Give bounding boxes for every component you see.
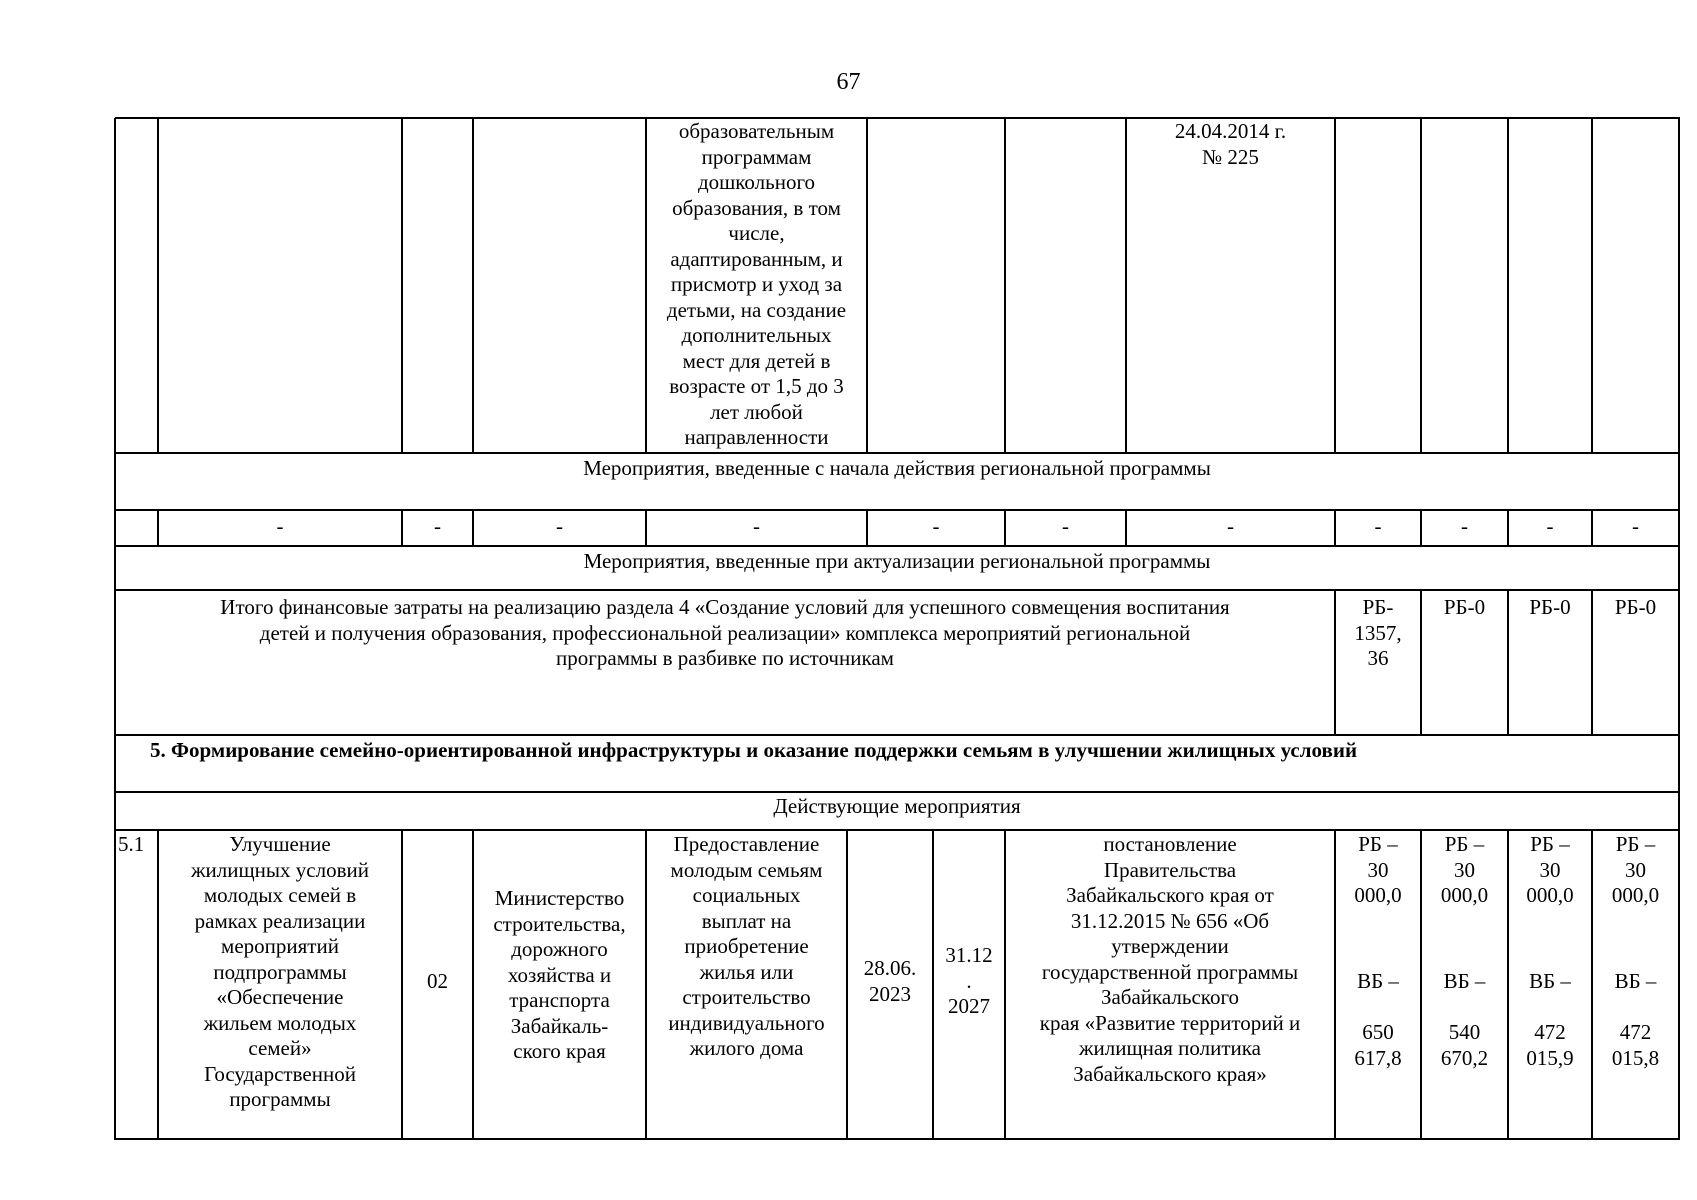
section-header-current: Действующие мероприятия: [773, 794, 1021, 818]
dash-cell: -: [753, 514, 760, 538]
row-funding-rb: РБ – 30 000,0: [1611, 832, 1660, 907]
table-rule: [115, 509, 1680, 511]
table-rule: [115, 452, 1680, 454]
row-number: 5.1: [118, 832, 145, 856]
dash-cell: -: [1062, 514, 1069, 538]
table-rule: [1420, 118, 1422, 453]
section-header-update: Мероприятия, введенные при актуализации региональной программы: [583, 549, 1211, 573]
row-funding-rb: РБ – 30 000,0: [1440, 832, 1489, 907]
table-rule: [1591, 118, 1593, 453]
row-funding-vb: ВБ – 650 617,8: [1354, 969, 1402, 1070]
dash-cell: -: [276, 514, 284, 538]
table-rule: [115, 1138, 1680, 1140]
dash-cell: -: [1374, 514, 1382, 538]
dash-cell: -: [1461, 514, 1468, 538]
row-start-date: 28.06. 2023: [863, 956, 917, 1006]
table-rule: [401, 118, 403, 453]
total-funding: РБ-0: [1529, 595, 1571, 619]
row-description: Предоставление молодым семьям социальных выплат на приобретение жилья или строительство индивидуального жилого дома: [668, 832, 825, 1060]
row-funding-vb: ВБ – 540 670,2: [1440, 969, 1489, 1070]
dash-cell: -: [556, 514, 563, 538]
table-rule: [115, 589, 1680, 591]
section-header-start: Мероприятия, введенные с начала действия региональной программы: [583, 456, 1211, 480]
dash-cell: -: [434, 514, 441, 538]
row-funding-vb: ВБ – 472 015,8: [1611, 969, 1660, 1070]
table-rule: [115, 545, 1680, 547]
table-rule: [115, 734, 1680, 736]
row-end-date: 31.12 . 2027: [945, 943, 993, 1018]
row-code: 02: [427, 969, 448, 993]
row-name: Улучшение жилищных условий молодых семей в рамках реализации мероприятий подпрограммы «Обеспечение жильем молодых семей» Государственной программы: [191, 832, 369, 1111]
carry-document: 24.04.2014 г. № 225: [1174, 119, 1287, 169]
row-executor: Министерство строительства, дорожного хозяйства и транспорта Забайкаль- ского края: [493, 886, 626, 1063]
total-funding: РБ-0: [1614, 595, 1657, 619]
dash-cell: -: [1227, 514, 1234, 538]
carry-description: образовательным программам дошкольного образования, в том числе, адаптированным, и присмотр и уход за детьми, на создание дополнительных мест для детей в возрасте от 1,5 до 3 лет любой направленности: [666, 119, 847, 449]
table-rule: [1004, 118, 1006, 453]
dash-cell: -: [1546, 514, 1554, 538]
table-rule: [115, 791, 1680, 793]
row-document: постановление Правительства Забайкальского края от 31.12.2015 № 656 «Об утверждении государственной программы Забайкальского края «Развитие территорий и жилищная политика Забайкальского края»: [1039, 832, 1301, 1086]
dash-cell: -: [932, 514, 940, 538]
table-rule: [115, 117, 1680, 119]
row-funding-vb: ВБ – 472 015,9: [1526, 969, 1574, 1070]
section5-title: 5. Формирование семейно-ориентированной инфраструктуры и оказание поддержки семьям в улучшении жилищных условий: [150, 738, 1358, 762]
row-funding-rb: РБ – 30 000,0: [1526, 832, 1574, 907]
table-rule: [1507, 118, 1509, 453]
table-rule: [157, 118, 159, 453]
table-rule: [472, 118, 474, 453]
row-funding-rb: РБ – 30 000,0: [1354, 832, 1402, 907]
dash-cell: -: [1632, 514, 1639, 538]
table-rule: [115, 829, 1680, 831]
total-label: Итого финансовые затраты на реализацию раздела 4 «Создание условий для успешного совмещения воспитания детей и получения образования, профессиональной реализации» комплекса мероприятий региональной программы в разбивке по источникам: [220, 595, 1230, 670]
page-number: 67: [836, 69, 861, 95]
total-funding: РБ- 1357, 36: [1354, 595, 1402, 670]
total-funding: РБ-0: [1443, 595, 1486, 619]
